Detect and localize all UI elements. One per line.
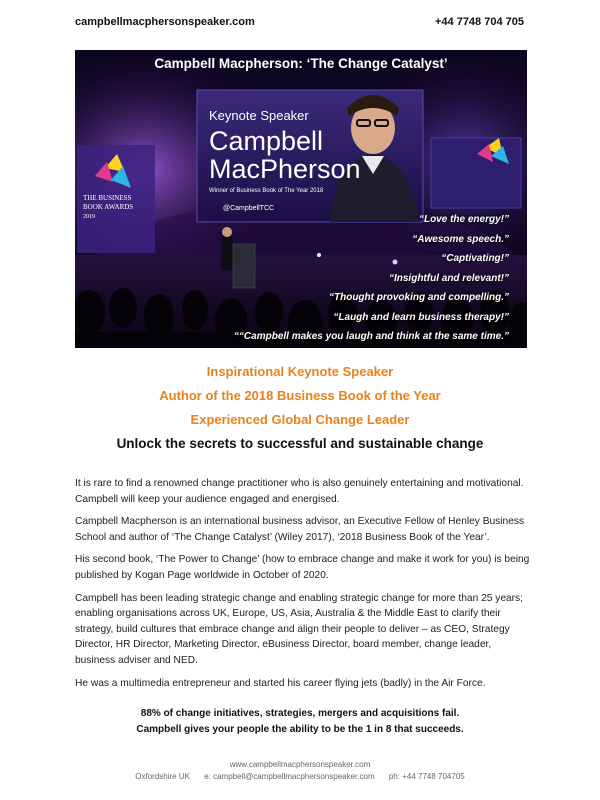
testimonial-quotes (234, 210, 509, 347)
header-website[interactable]: campbellmacphersonspeaker.com (75, 16, 255, 28)
quote: “Thought provoking and compelling.” (329, 292, 509, 303)
tagline: Author of the 2018 Business Book of the Year (159, 388, 441, 403)
hero-photo (75, 50, 527, 348)
quote: “Laugh and learn business therapy!” (333, 311, 509, 323)
subheading: Unlock the secrets to successful and sustainable change (116, 436, 484, 451)
screen-text: Keynote Speaker (209, 108, 309, 123)
footer-email[interactable]: e: campbell@campbellmacphersonspeaker.com (204, 772, 375, 781)
header-phone: +44 7748 704 705 (434, 16, 524, 28)
paragraph: He was a multimedia entrepreneur and started his career flying jets (badly) in the Air Force. (75, 677, 486, 689)
paragraph: Campbell Macpherson is an international business advisor, an Executive Fellow of Henley Business School and author of ‘The Change Catalyst’ (Wiley 2017), ‘2018 Business Book of the Year’. (75, 516, 525, 543)
tagline: Experienced Global Change Leader (190, 412, 410, 427)
footer-contact-row (0, 771, 600, 783)
screen-text: Campbell (209, 126, 324, 156)
body-text (75, 476, 533, 698)
footer-website[interactable]: www.campbellmacphersonspeaker.com (229, 760, 371, 769)
side-screen-text: BOOK AWARDS (83, 203, 134, 211)
quote: “Insightful and relevant!” (388, 272, 509, 284)
footer-phone: ph: +44 7748 704705 (388, 772, 465, 781)
screen-text: @CampbellTCC (223, 205, 275, 212)
taglines (0, 360, 600, 432)
quote: “Awesome speech.” (412, 233, 509, 245)
tagline: Inspirational Keynote Speaker (206, 364, 394, 379)
quote: “Love the energy!” (418, 214, 509, 225)
paragraph: His second book, ‘The Power to Change’ (how to embrace change and make it work for you) is being published by Kogan Page worldwide in October of 2020. (75, 554, 530, 581)
paragraph: Campbell has been leading strategic change and enabling strategic change for more than 25 years; enabling organisations across UK, Europe, US, Asia, Australia & the Middle East to clarify their strategy, build cultures that embrace change and align their people to deliver – as CEO, Strategy Director, HR Director, Marketing Director, eBusiness Director, board member, change leader, business adviser and NED. (75, 592, 523, 666)
side-screen-text: 2019 (83, 214, 95, 220)
hero-title: Campbell Macpherson: ‘The Change Catalyst’ (154, 56, 448, 71)
screen-text: Winner of Business Book of The Year 2018 (209, 188, 324, 194)
page-header (75, 16, 524, 28)
quote: ““Campbell makes you laugh and think at the same time.” (233, 331, 509, 342)
footer-location: Oxfordshire UK (135, 772, 190, 781)
paragraph: It is rare to find a renowned change practitioner who is also genuinely entertaining and motivational. Campbell will keep your audience engaged and energised. (75, 478, 524, 505)
screen-text: MacPherson (209, 154, 361, 184)
stat-line-2: Campbell gives your people the ability to be the 1 in 8 that succeeds. (136, 724, 464, 735)
stat-line-1: 88% of change initiatives, strategies, mergers and acquisitions fail. (140, 708, 460, 719)
quote: “Captivating!” (441, 253, 509, 264)
page-footer (0, 759, 600, 783)
side-screen-text: THE BUSINESS (83, 194, 132, 202)
stat-callout (0, 706, 600, 738)
